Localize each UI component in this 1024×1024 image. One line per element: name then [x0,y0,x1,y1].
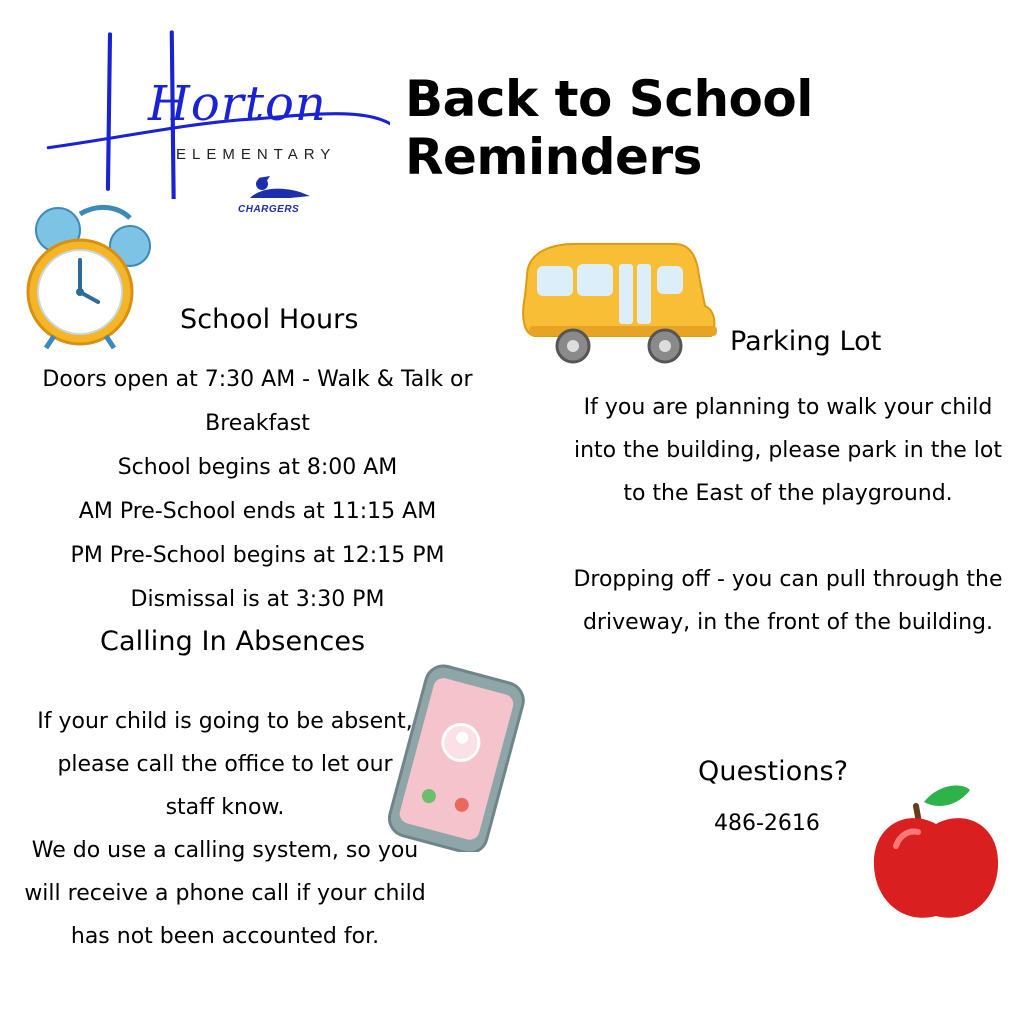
parking-line: If you are planning to walk your child [583,395,993,420]
absences-line: staff know. [165,795,285,820]
school-hours-list [0,358,515,622]
absences-line: please call the office to let our [57,752,393,777]
charger-mascot-icon [240,174,314,204]
phone-icon [372,662,542,852]
logo-wordmark: Horton [148,76,327,132]
school-hours-line: AM Pre-School ends at 11:15 AM [78,499,437,524]
absences-line: We do use a calling system, so you [31,838,419,863]
parking-text [568,386,1008,644]
alarm-clock-icon [20,196,160,356]
school-hours-line: Dismissal is at 3:30 PM [130,587,385,612]
school-bus-icon [515,236,720,371]
mascot-label: CHARGERS [238,204,300,215]
parking-line: driveway, in the front of the building. [582,610,994,635]
questions-phone: 486-2616 [714,811,820,836]
absences-heading: Calling In Absences [100,626,366,657]
school-hours-line: School begins at 8:00 AM [117,455,398,480]
logo-subtitle: ELEMENTARY [176,146,337,163]
parking-line: into the building, please park in the lot [574,438,1002,463]
page-title: Back to School Reminders [405,70,813,186]
absences-line: If your child is going to be absent, [37,709,413,734]
apple-icon [866,776,1006,926]
parking-line: to the East of the playground. [623,481,953,506]
school-hours-heading: School Hours [180,304,359,335]
school-hours-line: PM Pre-School begins at 12:15 PM [70,543,445,568]
absences-line: has not been accounted for. [70,924,380,949]
questions-heading: Questions? [698,756,849,787]
absences-line: will receive a phone call if your child [24,881,426,906]
school-hours-line: Doors open at 7:30 AM - Walk & Talk or Breakfast [42,367,473,436]
parking-heading: Parking Lot [730,326,882,357]
parking-line: Dropping off - you can pull through the [573,567,1003,592]
